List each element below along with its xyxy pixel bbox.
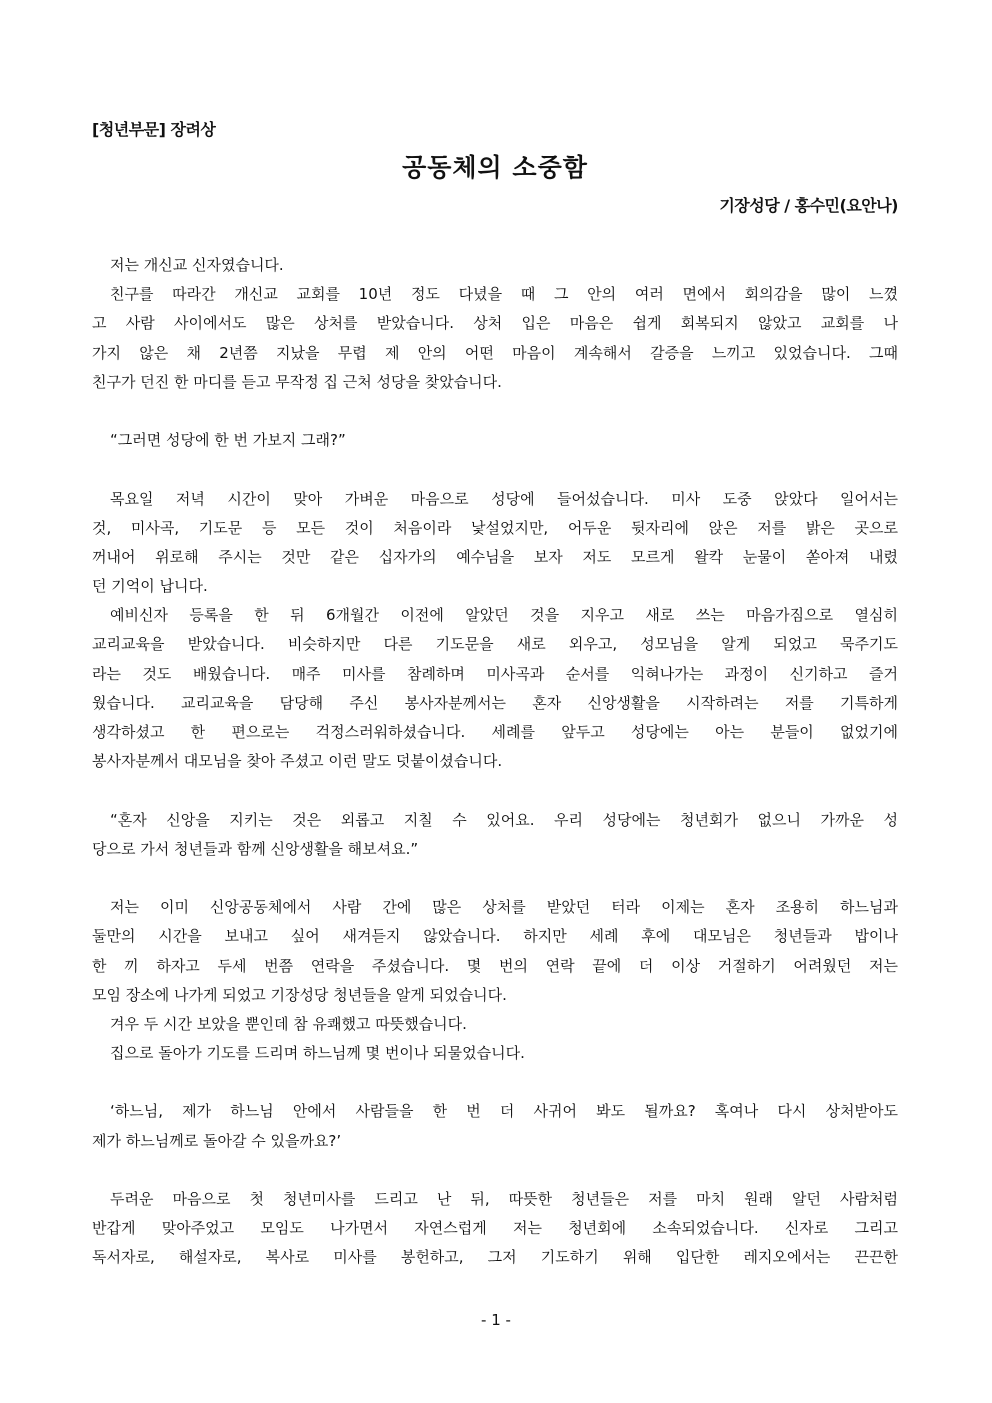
text-line: 집으로 돌아가 기도를 드리며 하느님께 몇 번이나 되물었습니다. <box>110 1044 525 1063</box>
document-body <box>92 251 898 1273</box>
text-line: “혼자 신앙을 지키는 것은 외롭고 지칠 수 있어요. 우리 성당에는 청년회가 없으니 가까운 성 <box>110 810 898 829</box>
text-line: 교리교육을 받았습니다. 비슷하지만 다른 기도문을 새로 외우고, 성모님을 알게 되었고 묵주기도 <box>92 635 898 654</box>
page-number: - 1 - <box>481 1311 511 1329</box>
text-line: 모임 장소에 나가게 되었고 기장성당 청년들을 알게 되었습니다. <box>92 985 507 1004</box>
text-line: 던 기억이 납니다. <box>92 577 208 596</box>
blank-line <box>92 776 898 805</box>
blank-line <box>92 1156 898 1185</box>
blank-line <box>92 397 898 426</box>
text-line: 둘만의 시간을 보내고 싶어 새겨듣지 않았습니다. 하지만 세례 후에 대모님은 청년들과 밥이나 <box>92 927 898 946</box>
text-line: 라는 것도 배웠습니다. 매주 미사를 참례하며 미사곡과 순서를 익혀나가는 과정이 신기하고 즐거 <box>92 664 898 683</box>
text-line: 생각하셨고 한 편으로는 걱정스러워하셨습니다. 세례를 앞두고 성당에는 아는 분들이 없었기에 <box>92 723 898 741</box>
blank-line <box>92 864 898 893</box>
text-line: 꺼내어 위로해 주시는 것만 같은 십자가의 예수님을 보자 저도 모르게 왈칵 눈물이 쏟아져 내렸 <box>92 547 898 566</box>
text-line: 친구를 따라간 개신교 교회를 10년 정도 다녔을 때 그 안의 여러 면에서 회의감을 많이 느꼈 <box>110 285 898 304</box>
text-line: 당으로 가서 청년들과 함께 신앙생활을 해보셔요.” <box>92 839 419 858</box>
text-line: 한 끼 하자고 두세 번쯤 연락을 주셨습니다. 몇 번의 연락 끝에 더 이상 거절하기 어려웠던 저는 <box>92 956 898 975</box>
text-line: 목요일 저녁 시간이 맞아 가벼운 마음으로 성당에 들어섰습니다. 미사 도중 앉았다 일어서는 <box>110 489 898 508</box>
document-title: 공동체의 소중함 <box>402 153 588 182</box>
text-line: ‘하느님, 제가 하느님 안에서 사람들을 한 번 더 사귀어 봐도 될까요? 혹여나 다시 상처받아도 <box>110 1102 898 1121</box>
text-line: 예비신자 등록을 한 뒤 6개월간 이전에 알았던 것을 지우고 새로 쓰는 마음가짐으로 열심히 <box>110 606 898 625</box>
text-line: 겨우 두 시간 보았을 뿐인데 참 유쾌했고 따뜻했습니다. <box>110 1014 467 1033</box>
blank-line <box>92 455 898 484</box>
text-line: 저는 개신교 신자였습니다. <box>110 256 284 274</box>
text-line: 반갑게 맞아주었고 모임도 나가면서 자연스럽게 저는 청년회에 소속되었습니다. 신자로 그리고 <box>92 1219 898 1238</box>
text-line: 가지 않은 채 2년쯤 지났을 무렵 제 안의 어떤 마음이 계속해서 갈증을 느끼고 있었습니다. 그때 <box>92 343 898 362</box>
text-line: 두려운 마음으로 첫 청년미사를 드리고 난 뒤, 따뜻한 청년들은 저를 마치 원래 알던 사람처럼 <box>110 1190 898 1208</box>
author-byline: 기장성당 / 홍수민(요안나) <box>719 196 898 215</box>
text-line: 친구가 던진 한 마디를 듣고 무작정 집 근처 성당을 찾았습니다. <box>92 372 502 391</box>
text-line: 고 사람 사이에서도 많은 상처를 받았습니다. 상처 입은 마음은 쉽게 회복되지 않았고 교회를 나 <box>92 314 898 333</box>
text-line: 봉사자분께서 대모님을 찾아 주셨고 이런 말도 덧붙이셨습니다. <box>92 752 503 771</box>
text-line: 웠습니다. 교리교육을 담당해 주신 봉사자분께서는 혼자 신앙생활을 시작하려는 저를 기특하게 <box>92 693 898 712</box>
award-category: [청년부문] 장려상 <box>92 120 216 139</box>
text-line: 독서자로, 해설자로, 복사로 미사를 봉헌하고, 그저 기도하기 위해 입단한 레지오에서는 끈끈한 <box>92 1248 898 1267</box>
blank-line <box>92 1068 898 1097</box>
text-line: 것, 미사곡, 기도문 등 모든 것이 처음이라 낯설었지만, 어두운 뒷자리에 앉은 저를 밝은 곳으로 <box>92 518 898 537</box>
text-line: 제가 하느님께로 돌아갈 수 있을까요?’ <box>92 1131 342 1150</box>
text-line: 저는 이미 신앙공동체에서 사람 간에 많은 상처를 받았던 터라 이제는 혼자 조용히 하느님과 <box>110 898 898 917</box>
text-line: “그러면 성당에 한 번 가보지 그래?” <box>110 431 346 450</box>
